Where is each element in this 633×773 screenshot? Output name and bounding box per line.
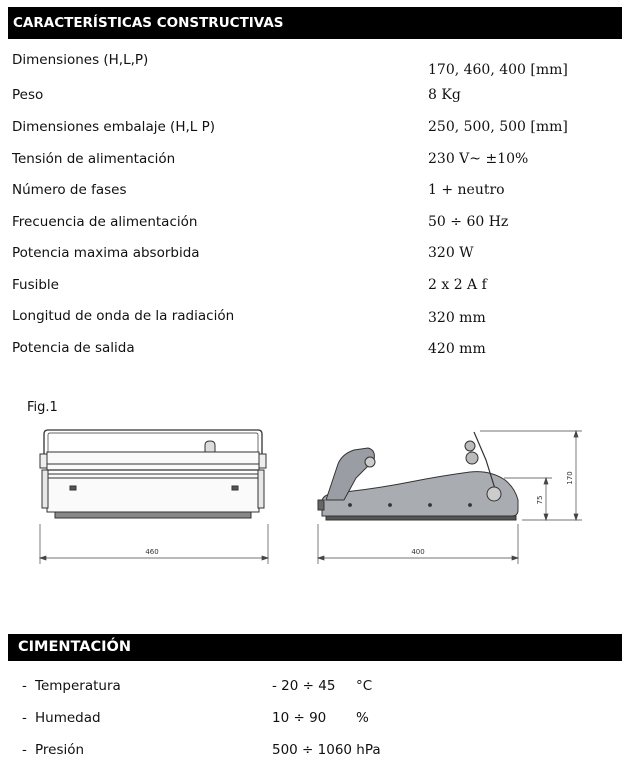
env-bullet: -	[22, 678, 27, 694]
side-height-label: 170	[566, 471, 574, 485]
spec-value: 320 mm	[428, 310, 486, 326]
side-height-small-label: 75	[536, 495, 544, 505]
spec-value: 8 Kg	[428, 87, 461, 103]
spec-label: Fusible	[12, 277, 59, 293]
spec-row	[0, 245, 633, 269]
env-label: Humedad	[35, 710, 101, 726]
spec-row	[0, 277, 633, 301]
spec-value: 170, 460, 400 [mm]	[428, 62, 568, 78]
spec-row	[0, 340, 633, 364]
spec-value: 1 + neutro	[428, 182, 505, 198]
section-title: CARACTERÍSTICAS CONSTRUCTIVAS	[13, 15, 284, 31]
spec-value: 320 W	[428, 245, 474, 261]
env-label: Presión	[35, 742, 85, 758]
section-header-cimentacion	[8, 634, 622, 661]
env-bullet: -	[22, 710, 27, 726]
spec-label: Peso	[12, 87, 44, 103]
env-value: - 20 ÷ 45	[272, 678, 336, 694]
env-unit: %	[356, 710, 369, 726]
spec-label: Potencia maxima absorbida	[12, 245, 200, 261]
spec-row	[0, 119, 633, 143]
spec-label: Potencia de salida	[12, 340, 135, 356]
spec-row	[0, 151, 633, 175]
env-value: 500 ÷ 1060 hPa	[272, 742, 381, 758]
env-bullet: -	[22, 742, 27, 758]
front-width-label: 460	[145, 548, 159, 556]
spec-label: Frecuencia de alimentación	[12, 214, 198, 230]
front-view-drawing	[40, 430, 266, 518]
side-width-label: 400	[411, 548, 425, 556]
figure-label: Fig.1	[27, 400, 58, 415]
spec-label: Longitud de onda de la radiación	[12, 308, 235, 324]
spec-value: 50 ÷ 60 Hz	[428, 214, 509, 230]
spec-value: 230 V~ ±10%	[428, 151, 529, 167]
spec-row	[0, 182, 633, 206]
spec-value: 420 mm	[428, 341, 486, 357]
spec-value: 250, 500, 500 [mm]	[428, 119, 568, 135]
section-header-caracteristicas	[8, 7, 622, 39]
env-value: 10 ÷ 90	[272, 710, 327, 726]
side-view-drawing	[318, 432, 518, 520]
spec-row	[0, 214, 633, 238]
spec-label: Tensión de alimentación	[12, 151, 176, 167]
section-title: CIMENTACIÓN	[18, 639, 131, 655]
front-width-dimension	[40, 524, 268, 564]
spec-value: 2 x 2 A f	[428, 277, 487, 293]
spec-row	[0, 52, 633, 76]
spec-row	[0, 308, 633, 332]
spec-label: Dimensiones (H,L,P)	[12, 52, 149, 68]
spec-row	[0, 87, 633, 111]
spec-label: Número de fases	[12, 182, 127, 198]
spec-label: Dimensiones embalaje (H,L P)	[12, 119, 215, 135]
device-technical-drawing	[0, 420, 633, 600]
env-unit: °C	[356, 678, 373, 694]
env-label: Temperatura	[35, 678, 121, 694]
